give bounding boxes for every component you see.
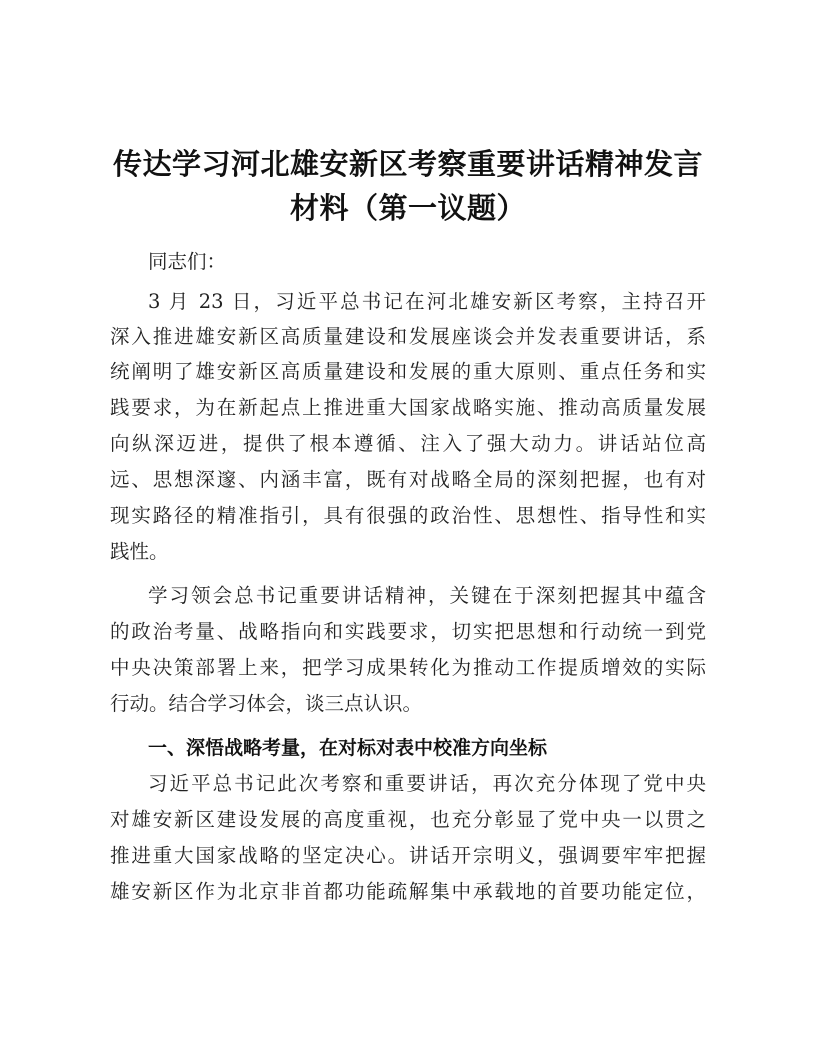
para1-line-3: 统阐明了雄安新区高质量建设和发展的重大原则、重点任务和实 bbox=[110, 360, 706, 383]
para1-line-5: 向纵深迈进，提供了根本遵循、注入了强大动力。讲话站位高 bbox=[110, 432, 706, 455]
salutation: 同志们： bbox=[148, 250, 227, 273]
para3-line-3: 推进重大国家战略的坚定决心。讲话开宗明义，强调要牢牢把握 bbox=[110, 844, 706, 867]
para1-line-1: 3 月 23 日，习近平总书记在河北雄安新区考察，主持召开 bbox=[148, 290, 706, 313]
para1-line-8: 践性。 bbox=[110, 540, 169, 563]
para3-line-2: 对雄安新区建设发展的高度重视，也充分彰显了党中央一以贯之 bbox=[110, 808, 706, 831]
document-title-line-1: 传达学习河北雄安新区考察重要讲话精神发言 bbox=[112, 147, 703, 181]
para3-line-1: 习近平总书记此次考察和重要讲话，再次充分体现了党中央 bbox=[148, 772, 706, 795]
para1-line-4: 践要求，为在新起点上推进重大国家战略实施、推动高质量发展 bbox=[110, 396, 706, 419]
para3-line-4: 雄安新区作为北京非首都功能疏解集中承载地的首要功能定位， bbox=[110, 880, 706, 903]
para2-line-2: 的政治考量、战略指向和实践要求，切实把思想和行动统一到党 bbox=[110, 620, 706, 643]
para2-line-3: 中央决策部署上来，把学习成果转化为推动工作提质增效的实际 bbox=[110, 656, 706, 679]
para2-line-4: 行动。结合学习体会，谈三点认识。 bbox=[110, 692, 423, 715]
para1-line-6: 远、思想深邃、内涵丰富，既有对战略全局的深刻把握，也有对 bbox=[110, 468, 706, 491]
document-title-line-2: 材料（第一议题） bbox=[289, 191, 526, 225]
para1-line-2: 深入推进雄安新区高质量建设和发展座谈会并发表重要讲话，系 bbox=[110, 325, 706, 348]
para1-line-7: 现实路径的精准指引，具有很强的政治性、思想性、指导性和实 bbox=[110, 504, 706, 527]
section-heading-1: 一、深悟战略考量，在对标对表中校准方向坐标 bbox=[148, 737, 548, 759]
para2-line-1: 学习领会总书记重要讲话精神，关键在于深刻把握其中蕴含 bbox=[148, 584, 706, 607]
